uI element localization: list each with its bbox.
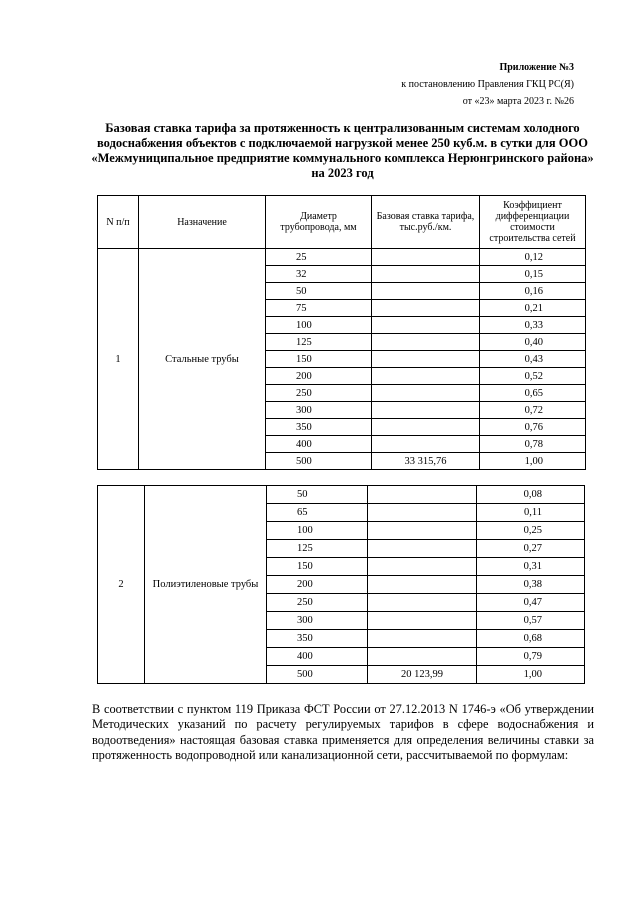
diameter-cell: 75: [266, 300, 372, 317]
coefficient-cell: 0,52: [480, 368, 586, 385]
diameter-cell: 350: [267, 630, 368, 648]
diameter-cell: 300: [267, 612, 368, 630]
header-rate: Базовая ставка тарифа, тыс.руб./км.: [372, 196, 480, 249]
rate-cell: [372, 419, 480, 436]
header-coefficient: Коэффициент дифференциации стоимости строительства сетей: [480, 196, 586, 249]
coefficient-cell: 0,16: [480, 283, 586, 300]
rate-cell: [372, 334, 480, 351]
coefficient-cell: 0,12: [480, 249, 586, 266]
coefficient-cell: 0,43: [480, 351, 586, 368]
rate-cell: [372, 368, 480, 385]
rate-cell: [372, 300, 480, 317]
rate-cell: [372, 249, 480, 266]
rate-cell: [368, 486, 477, 504]
table-row: [98, 486, 585, 504]
table-row: [98, 249, 586, 266]
appendix-number: Приложение №3: [499, 62, 574, 73]
pipe-type-cell: Полиэтиленовые трубы: [145, 486, 267, 684]
coefficient-cell: 0,78: [480, 436, 586, 453]
polyethylene-pipes-table: [97, 485, 585, 684]
diameter-cell: 500: [267, 666, 368, 684]
coefficient-cell: 0,57: [477, 612, 585, 630]
appendix-header: [401, 59, 574, 110]
diameter-cell: 200: [267, 576, 368, 594]
diameter-cell: 150: [266, 351, 372, 368]
diameter-cell: 100: [267, 522, 368, 540]
coefficient-cell: 0,38: [477, 576, 585, 594]
coefficient-cell: 0,68: [477, 630, 585, 648]
coefficient-cell: 0,11: [477, 504, 585, 522]
rate-cell: [368, 540, 477, 558]
rate-cell: 33 315,76: [372, 453, 480, 470]
coefficient-cell: 0,33: [480, 317, 586, 334]
appendix-resolution: к постановлению Правления ГКЦ РС(Я): [401, 79, 574, 90]
coefficient-cell: 0,76: [480, 419, 586, 436]
diameter-cell: 50: [266, 283, 372, 300]
rate-cell: [372, 385, 480, 402]
coefficient-cell: 0,40: [480, 334, 586, 351]
rate-cell: [368, 504, 477, 522]
diameter-cell: 65: [267, 504, 368, 522]
header-num: N п/п: [98, 196, 139, 249]
diameter-cell: 250: [266, 385, 372, 402]
row-number-cell: 1: [98, 249, 139, 470]
coefficient-cell: 0,15: [480, 266, 586, 283]
diameter-cell: 32: [266, 266, 372, 283]
rate-cell: [368, 630, 477, 648]
rate-cell: [372, 283, 480, 300]
coefficient-cell: 0,47: [477, 594, 585, 612]
diameter-cell: 150: [267, 558, 368, 576]
row-number-cell: 2: [98, 486, 145, 684]
diameter-cell: 125: [267, 540, 368, 558]
table-header-row: [98, 196, 586, 249]
diameter-cell: 50: [267, 486, 368, 504]
rate-cell: [372, 351, 480, 368]
rate-cell: [368, 558, 477, 576]
coefficient-cell: 0,72: [480, 402, 586, 419]
steel-pipes-table: [97, 195, 586, 470]
coefficient-cell: 0,31: [477, 558, 585, 576]
diameter-cell: 125: [266, 334, 372, 351]
header-purpose: Назначение: [139, 196, 266, 249]
header-diameter: Диаметр трубопровода, мм: [266, 196, 372, 249]
document-title: Базовая ставка тарифа за протяженность к централизованным системам холодного водоснабжения объектов с подключаемой нагрузкой менее 250 куб.м. в сутки для ООО «Межмуниципальное предприятие коммунального комплекса Нерюнгринского района» на 2023 год: [91, 121, 594, 180]
diameter-cell: 250: [267, 594, 368, 612]
rate-cell: [368, 522, 477, 540]
diameter-cell: 25: [266, 249, 372, 266]
coefficient-cell: 0,79: [477, 648, 585, 666]
rate-cell: [372, 436, 480, 453]
rate-cell: [368, 612, 477, 630]
coefficient-cell: 0,65: [480, 385, 586, 402]
rate-cell: 20 123,99: [368, 666, 477, 684]
rate-cell: [372, 317, 480, 334]
coefficient-cell: 1,00: [480, 453, 586, 470]
coefficient-cell: 0,27: [477, 540, 585, 558]
rate-cell: [368, 576, 477, 594]
coefficient-cell: 0,21: [480, 300, 586, 317]
coefficient-cell: 1,00: [477, 666, 585, 684]
diameter-cell: 300: [266, 402, 372, 419]
diameter-cell: 100: [266, 317, 372, 334]
diameter-cell: 350: [266, 419, 372, 436]
diameter-cell: 400: [267, 648, 368, 666]
diameter-cell: 500: [266, 453, 372, 470]
rate-cell: [372, 266, 480, 283]
methodology-paragraph: В соответствии с пунктом 119 Приказа ФСТ России от 27.12.2013 N 1746-э «Об утверждении Методических указаний по расчету регулируемых тарифов в сфере водоснабжения и водоотведения» настоящая базовая ставка применяется для определения величины ставки за протяженность водопроводной или канализационной сети, рассчитываемой по формулам:: [92, 702, 594, 763]
diameter-cell: 400: [266, 436, 372, 453]
appendix-date: от «23» марта 2023 г. №26: [462, 96, 574, 107]
rate-cell: [368, 648, 477, 666]
rate-cell: [372, 402, 480, 419]
rate-cell: [368, 594, 477, 612]
diameter-cell: 200: [266, 368, 372, 385]
coefficient-cell: 0,25: [477, 522, 585, 540]
coefficient-cell: 0,08: [477, 486, 585, 504]
pipe-type-cell: Стальные трубы: [139, 249, 266, 470]
